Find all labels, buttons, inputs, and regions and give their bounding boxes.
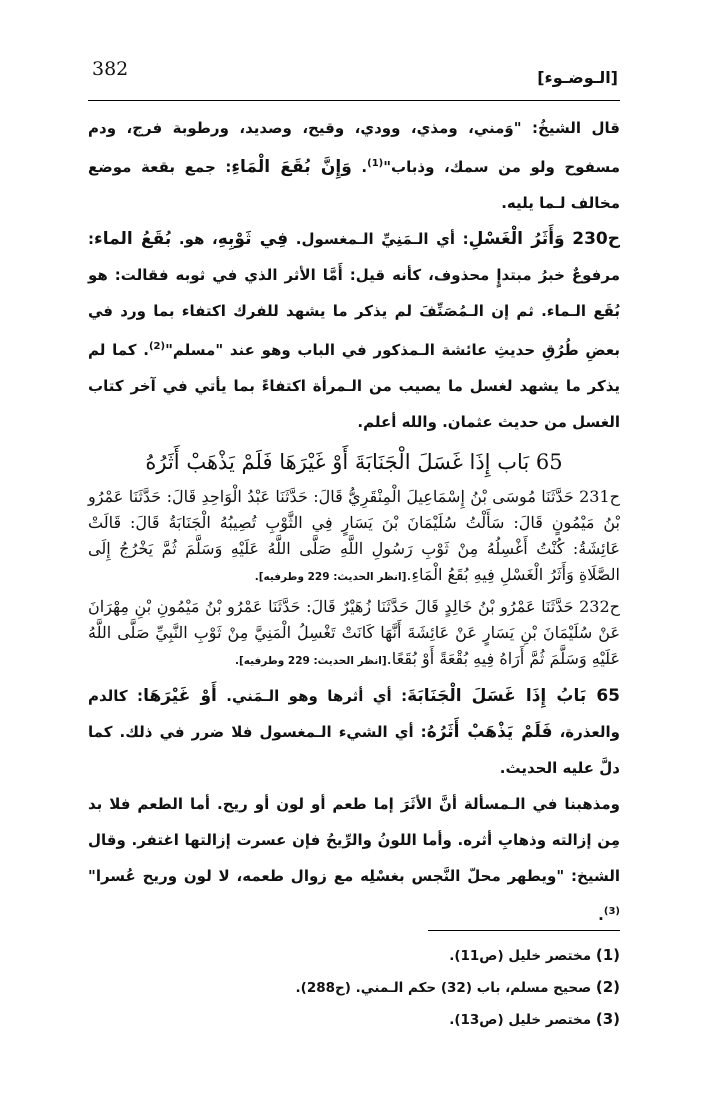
paragraph-2-text-3: : مرفوعٌ خبرُ مبتدإٍ محذوف، كأنه قيل: أَمَّا الأثر الذي في ثوبه فقالت: هو بُقَع الـماء. ثم إن الـمُصَنِّفَ لم يذكر ما يشهد للفرك اكتفاء بما ورد في بعضِ طُرُقِ حديثِ عائشة الـمذكور في الباب وهو عند "مسلم" — [88, 230, 620, 359]
footnote-number: (3) — [595, 1010, 620, 1028]
paragraph-1-highlight: وَإِنَّ بُقَعَ الْمَاءِ — [231, 157, 352, 177]
commentary-1-text-2: : كالدم والعذرة، — [88, 687, 620, 741]
commentary-1 — [88, 678, 620, 786]
page-header — [88, 58, 620, 101]
commentary-2-end: . — [598, 906, 604, 924]
footnote-marker-3: (3) — [603, 906, 620, 917]
commentary-2 — [88, 786, 620, 933]
commentary-1-text-1: : أي أثرها وهو الـمَني. — [226, 687, 408, 705]
hadith-231-text: ح231 حَدَّثَنَا مُوسَى بْنُ إِسْمَاعِيلَ الْمِنْقَرِيُّ قَالَ: حَدَّثَنَا عَبْدُ الْوَاحِدِ قَالَ: حَدَّثَنَا عَمْرُو بْنُ مَيْمُونٍ قَالَ: سَأَلْتُ سُلَيْمَانَ بْنَ يَسَارٍ فِي الثَّوْبِ تُصِيبُهُ الْجَنَابَةُ قَالَ: قَالَتْ عَائِشَةُ: كُنْتُ أَغْسِلُهُ مِنْ ثَوْبِ رَسُولِ اللَّهِ صَلَّى اللَّهُ عَلَيْهِ وَسَلَّمَ ثُمَّ يَخْرُجُ إِلَى الصَّلَاةِ وَأَثَرُ الْغَسْلِ فِيهِ بُقَعُ الْمَاءِ. — [88, 487, 620, 584]
hadith-232-reference: [انظر الحديث: 229 وطرفيه]. — [234, 655, 387, 667]
footnote-item — [88, 1004, 620, 1036]
paragraph-2-text-4: . كما لم يذكر ما يشهد لغسل ما يصيب من الـمرأة اكتفاءً بما يأتي في آخر كتاب الغسل من حديث عثمان. والله أعلم. — [88, 341, 620, 431]
footnote-marker-2: (2) — [148, 341, 166, 352]
footnote-marker-1: (1) — [367, 158, 384, 169]
footnotes — [88, 940, 620, 1036]
footnote-item — [88, 972, 620, 1004]
chapter-title: 65 بَاب إِذَا غَسَلَ الْجَنَابَةَ أَوْ غَيْرَهَا فَلَمْ يَذْهَبْ أَثَرُهُ — [145, 450, 563, 474]
commentary-1-highlight-2: أَوْ غَيْرَهَا — [143, 686, 217, 706]
paragraph-2-text-2: ، هو. — [178, 230, 218, 248]
commentary-2-text: ومذهبنا في الـمسألة أنَّ الأثَرَ إما طعم أو لون أو ريح. أما الطعم فلا بد مِن إزالته وذهابِ أثره. وأما اللونُ والرِّيحُ فإن عسرت إزالتها اغتفر. وقال الشيخ: "ويطهر محلّ النَّجس بغسْلِه مع زوال طعمه، لا لون وريح عُسرا" — [88, 795, 620, 885]
running-head: [الـوضـوء] — [537, 68, 618, 87]
paragraph-1-text: قال الشيخُ: "وَمني، ومذي، وودي، وقيح، وصديد، ورطوبة فرج، ودم مسفوح ولو من سمك، وذباب" — [88, 119, 621, 176]
hadith-232 — [88, 594, 620, 674]
footnote-text: مختصر خليل (ص11). — [449, 948, 592, 964]
page-number: 382 — [92, 58, 129, 80]
paragraph-2-highlight-3: بُقَعُ الماء — [94, 229, 172, 249]
footnote-text: صحيح مسلم، باب (32) حكم الـمني. (ح288). — [295, 980, 592, 996]
paragraph-2-number: ح230 — [572, 229, 620, 249]
footnote-number: (2) — [595, 978, 620, 996]
hadith-231 — [88, 484, 620, 590]
paragraph-2-highlight-1: وَأَثَرُ الْغَسْلِ — [468, 229, 565, 249]
footnote-item — [88, 940, 620, 972]
commentary-1-highlight-3: فَلَمْ يَذْهَبْ أَثَرُهُ — [426, 722, 553, 742]
paragraph-1-tail: : جمع بقعة موضع مخالف لـما يليه. — [88, 158, 620, 212]
commentary-1-highlight-1: 65 بَابُ إِذَا غَسَلَ الْجَنَابَةَ — [407, 686, 620, 706]
footnote-text: مختصر خليل (ص13). — [449, 1012, 592, 1028]
footnote-divider — [428, 930, 620, 931]
paragraph-2-highlight-2: فِي ثَوْبِهِ — [217, 229, 289, 249]
paragraph-1: قال الشيخُ: "وَمني، ومذي، وودي، وقيح، وصديد، ورطوبة فرج، ودم مسفوح ولو من سمك، وذباب"$^{(1)}$. وَإِنَّ بُقَعَ الْمَاءِ: جمع بقعة موضع مخالف لـما يليه. — [88, 119, 621, 212]
hadith-231-reference: [انظر الحديث: 229 وطرفيه]. — [254, 571, 407, 583]
commentary-1-text-3: : أي الشيء الـمغسول فلا ضرر في ذلك. كما دلَّ عليه الحديث. — [88, 723, 620, 777]
paragraph-2 — [88, 221, 620, 440]
paragraph-2-text-1: : أي الـمَنِيِّ الـمغسول. — [295, 230, 469, 248]
hadith-232-text: ح232 حَدَّثَنَا عَمْرُو بْنُ خَالِدٍ قَالَ حَدَّثَنَا زُهَيْرٌ قَالَ: حَدَّثَنَا عَمْرُو بْنُ مَيْمُونِ بْنِ مِهْرَانَ عَنْ سُلَيْمَانَ بْنِ يَسَارٍ عَنْ عَائِشَةَ أَنَّهَا كَانَتْ تَغْسِلُ الْمَنِيَّ مِنْ ثَوْبِ النَّبِيِّ صَلَّى اللَّهُ عَلَيْهِ وَسَلَّمَ ثُمَّ أَرَاهُ فِيهِ بُقْعَةً أَوْ بُقَعًا. — [88, 597, 620, 668]
footnote-number: (1) — [595, 946, 620, 964]
page-body — [88, 110, 620, 933]
